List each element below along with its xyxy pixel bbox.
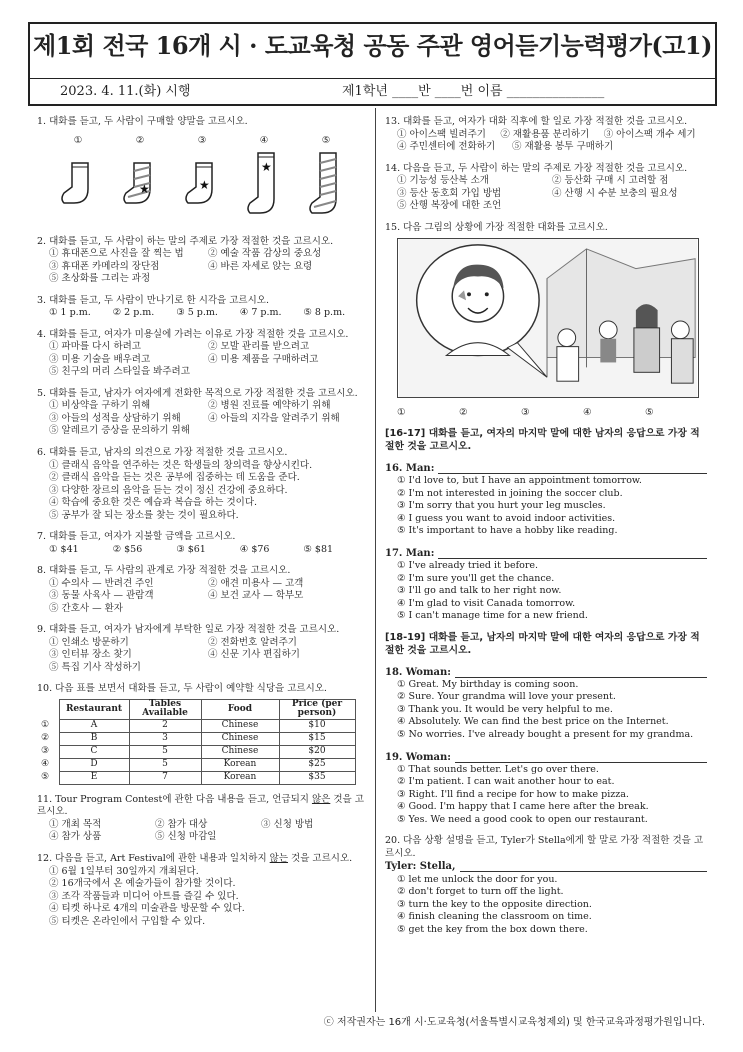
answer-option[interactable]: ③ 조각 작품들과 미디어 아트를 즐길 수 있다.	[49, 890, 239, 902]
question-5	[37, 388, 367, 438]
cell: Chinese	[201, 719, 279, 732]
answer-option[interactable]: ① Great. My birthday is coming soon.	[397, 678, 579, 690]
cell: $35	[279, 771, 355, 784]
sock-label: ③	[197, 134, 207, 146]
answer-option[interactable]: ② 클래식 음악을 듣는 것은 공부에 집중하는 데 도움을 준다.	[49, 472, 300, 484]
answer-option[interactable]: ② don't forget to turn off the light.	[397, 886, 564, 898]
q3-stem: 3. 대화를 듣고, 두 사람이 만나기로 한 시각을 고르시오.	[37, 294, 269, 306]
question-11	[37, 794, 367, 844]
question-19	[385, 751, 707, 827]
answer-option[interactable]: ⑤ 알레르기 증상을 문의하기 위해	[49, 425, 190, 437]
row-mark: ①	[41, 719, 50, 730]
answer-option[interactable]: ③ 아이스팩 개수 세기	[603, 128, 696, 140]
exam-title: 제1회 전국 16개 시 · 도교육청 공동 주관 영어듣기능력평가(고1)	[33, 31, 712, 60]
answer-option[interactable]: ② 예술 작품 감상의 중요성	[208, 248, 322, 260]
answer-option[interactable]: ③	[521, 406, 530, 418]
answer-option[interactable]: ① $41	[49, 543, 79, 555]
question-4	[37, 329, 367, 379]
answer-option[interactable]: ⑤ 산행 복장에 대한 조언	[397, 200, 502, 212]
answer-option[interactable]: ③ 휴대폰 카메라의 장단점	[49, 260, 160, 272]
answer-option[interactable]: ⑤ 신청 마감일	[155, 831, 217, 843]
answer-option[interactable]: ③ 5 p.m.	[176, 307, 218, 319]
answer-option[interactable]: ① 휴대폰으로 사진을 잘 찍는 법	[49, 248, 184, 260]
long-striped-sock-icon	[306, 149, 346, 219]
student-info-line: 제1학년 ____반 ____번 이름 _______________	[342, 84, 605, 99]
col-header: Restaurant	[59, 700, 129, 720]
section-instruction-16-17: [16-17] 대화를 듣고, 여자의 마지막 말에 대한 남자의 응답으로 가장 적절한 것을 고르시오.	[385, 428, 700, 453]
answer-option[interactable]: ⑤ It's important to have a hobby like reading.	[397, 525, 618, 537]
stem-part: 12. 다음을 듣고, Art Festival에 관한 내용과 일치하지	[37, 853, 270, 864]
striped-star-sock-icon	[120, 149, 160, 209]
q11-stem	[37, 794, 367, 819]
question-20	[385, 835, 707, 936]
answer-option[interactable]: ④ 티켓 하나로 4개의 미술관을 방문할 수 있다.	[49, 903, 245, 915]
row-mark: ⑤	[41, 771, 50, 782]
sock-option-1[interactable]	[51, 135, 105, 227]
table-row[interactable]	[37, 719, 355, 732]
stem-underline: 않은	[311, 793, 331, 805]
answer-option[interactable]: ④ I'm glad to visit Canada tomorrow.	[397, 597, 576, 609]
cell: $20	[279, 745, 355, 758]
col-header: Price (per person)	[279, 700, 355, 720]
q5-stem: 5. 대화를 듣고, 남자가 여자에게 전화한 목적으로 가장 적절한 것을 고르시오.	[37, 387, 358, 399]
answer-option[interactable]: ② 참가 대상	[155, 818, 208, 830]
answer-option[interactable]: ② Sure. Your grandma will love your present.	[397, 691, 616, 703]
answer-option[interactable]: ③ 미용 기술을 배우려고	[49, 353, 151, 365]
q10-stem: 10. 다음 표를 보면서 대화를 듣고, 두 사람이 예약할 식당을 고르시오.	[37, 683, 327, 695]
question-14	[385, 163, 707, 213]
answer-option[interactable]: ④ Absolutely. We can find the best price on the Internet.	[397, 716, 669, 728]
answer-option[interactable]: ③ $61	[176, 543, 206, 555]
question-9	[37, 624, 367, 674]
col-header: Tables Available	[129, 700, 201, 720]
q19-label: 19. Woman:	[385, 751, 451, 763]
answer-option[interactable]: ③ I'll go and talk to her right now.	[397, 585, 562, 597]
answer-option[interactable]: ⑤ 재활용 봉투 구매하기	[512, 141, 614, 153]
answer-option[interactable]: ① 인쇄소 방문하기	[49, 636, 129, 648]
answer-option[interactable]: ① 파마를 다시 하려고	[49, 341, 141, 353]
row-mark: ②	[41, 732, 50, 743]
question-7	[37, 531, 367, 556]
answer-option[interactable]: ② 재활용품 분리하기	[500, 128, 590, 140]
sock-option-5[interactable]	[299, 135, 353, 227]
col-header: Food	[201, 700, 279, 720]
answer-option[interactable]: ⑤ 친구의 머리 스타일을 봐주려고	[49, 366, 190, 378]
cell: 5	[129, 745, 201, 758]
answer-option[interactable]: ② $56	[112, 543, 143, 555]
cell: 3	[129, 732, 201, 745]
answer-option[interactable]: ① I'd love to, but I have an appointment tomorrow.	[397, 475, 642, 487]
answer-option[interactable]: ③ 등산 동호회 가입 방법	[397, 187, 502, 199]
answer-option[interactable]: ④ 학습에 중요한 것은 예습과 복습을 하는 것이다.	[49, 497, 258, 509]
question-8	[37, 565, 367, 615]
question-13	[385, 116, 707, 154]
answer-option[interactable]: ③ turn the key to the opposite direction.	[397, 898, 592, 910]
answer-blank	[455, 751, 707, 763]
answer-option[interactable]: ① 비상약을 구하기 위해	[49, 400, 151, 412]
answer-blank	[438, 547, 707, 559]
answer-option[interactable]: ④ 산행 시 수분 보충의 필요성	[552, 187, 678, 199]
answer-option[interactable]: ④ 보건 교사 — 학부모	[208, 590, 304, 602]
cell: E	[59, 771, 129, 784]
question-16	[385, 462, 707, 538]
svg-text:★: ★	[261, 159, 272, 174]
table-row[interactable]	[37, 771, 355, 784]
answer-option[interactable]: ② I'm not interested in joining the soccer club.	[397, 487, 623, 499]
answer-option[interactable]: ② 병원 진료를 예약하기 위해	[208, 400, 331, 412]
answer-option[interactable]: ② 등산화 구매 시 고려할 점	[552, 175, 669, 187]
question-1	[37, 116, 367, 227]
question-2	[37, 236, 367, 286]
answer-option[interactable]: ④ finish cleaning the classroom on time.	[397, 911, 592, 923]
question-12	[37, 853, 367, 928]
header-info-bar	[30, 78, 715, 106]
answer-option[interactable]: ② I'm sure you'll get the chance.	[397, 572, 555, 584]
answer-option[interactable]: ① let me unlock the door for you.	[397, 873, 558, 885]
answer-option[interactable]: ③ 인터뷰 장소 찾기	[49, 649, 132, 661]
q2-stem: 2. 대화를 듣고, 두 사람이 하는 말의 주제로 가장 적절한 것을 고르시오.	[37, 235, 334, 247]
cell: Chinese	[201, 732, 279, 745]
answer-option[interactable]: ① I've already tried it before.	[397, 560, 539, 572]
cell: C	[59, 745, 129, 758]
stem-part: 것을 고르시오.	[288, 853, 353, 864]
cell: $15	[279, 732, 355, 745]
answer-option[interactable]: ① 1 p.m.	[49, 307, 91, 319]
sock-label: ②	[135, 134, 145, 146]
answer-option[interactable]: ③ I'm sorry that you hurt your leg muscles.	[397, 500, 606, 512]
q20-stem: 20. 다음 상황 설명을 듣고, Tyler가 Stella에게 할 말로 가장 적절한 것을 고르시오.	[385, 835, 704, 859]
answer-option[interactable]: ② 모발 관리를 받으려고	[208, 341, 310, 353]
cell: Korean	[201, 771, 279, 784]
q6-stem: 6. 대화를 듣고, 남자의 의견으로 가장 적절한 것을 고르시오.	[37, 446, 288, 458]
table-row[interactable]	[37, 745, 355, 758]
answer-option[interactable]: ④ Good. I'm happy that I came here after the break.	[397, 801, 649, 813]
answer-option[interactable]: ⑤ No worries. I've already bought a present for my grandma.	[397, 729, 694, 740]
answer-blank	[455, 666, 707, 678]
cell: A	[59, 719, 129, 732]
q12-stem	[37, 853, 367, 866]
copyright-footer: ⓒ 저작권자는 16개 시·도교육청(서울특별시교육청제외) 및 한국교육과정평가원입니다.	[323, 1017, 705, 1028]
answer-option[interactable]: ⑤ 공부가 잘 되는 장소를 찾는 것이 필요하다.	[49, 509, 239, 521]
svg-text:★: ★	[199, 177, 210, 192]
left-column	[37, 116, 367, 937]
sock-option-4[interactable]	[237, 135, 291, 227]
question-6	[37, 447, 367, 522]
answer-option[interactable]: ① 클래식 음악을 연주하는 것은 학생들의 창의력을 향상시킨다.	[49, 459, 313, 471]
answer-option[interactable]: ② 전화번호 알려주기	[208, 636, 297, 648]
cell: 2	[129, 719, 201, 732]
q16-label: 16. Man:	[385, 463, 435, 475]
answer-option[interactable]: ⑤ 8 p.m.	[303, 307, 346, 319]
answer-option[interactable]: ④ 7 p.m.	[239, 307, 282, 319]
answer-option[interactable]: ③ 신청 방법	[261, 818, 314, 830]
answer-option[interactable]: ② I'm patient. I can wait another hour to eat.	[397, 776, 615, 788]
question-10	[37, 683, 367, 784]
exam-date: 2023. 4. 11.(화) 시행	[60, 84, 191, 99]
answer-option[interactable]: ② 2 p.m.	[112, 307, 155, 319]
answer-option[interactable]: ① 6월 1일부터 30일까지 개최된다.	[49, 865, 199, 877]
answer-option[interactable]: ④ 신문 기사 편집하기	[208, 649, 300, 661]
question-15	[385, 222, 707, 420]
stem-part: 11. Tour Program Contest에 관한 다음 내용을 듣고, 언급되지	[37, 793, 312, 805]
answer-option[interactable]: ④ 바른 자세로 앉는 요령	[208, 260, 313, 272]
answer-option[interactable]: ④ $76	[239, 543, 270, 555]
answer-option[interactable]: ③ 다양한 장르의 음악을 듣는 것이 정신 건강에 중요하다.	[49, 484, 288, 496]
answer-option[interactable]: ③ Right. I'll find a recipe for how to make pizza.	[397, 788, 629, 800]
q7-stem: 7. 대화를 듣고, 여자가 지불할 금액을 고르시오.	[37, 531, 236, 543]
sock-label: ①	[73, 134, 83, 146]
sock-label: ④	[259, 134, 269, 146]
answer-option[interactable]: ③ 동물 사육사 — 관람객	[49, 590, 154, 602]
answer-option[interactable]: ④ I guess you want to avoid indoor activities.	[397, 512, 616, 524]
answer-option[interactable]: ④	[583, 406, 592, 418]
question-3	[37, 295, 367, 320]
answer-blank	[460, 860, 707, 872]
answer-option[interactable]: ⑤	[645, 406, 654, 418]
cell: $25	[279, 758, 355, 771]
answer-option[interactable]: ②	[459, 406, 468, 418]
cell: Korean	[201, 758, 279, 771]
svg-text:★: ★	[139, 181, 150, 196]
answer-option[interactable]: ⑤ $81	[303, 543, 334, 555]
sock-options	[37, 135, 367, 227]
answer-option[interactable]: ② 애견 미용사 — 고객	[208, 577, 304, 589]
cell: Chinese	[201, 745, 279, 758]
answer-option[interactable]: ① 아이스팩 빌려주기	[397, 128, 486, 140]
answer-option[interactable]: ④ 아들의 지각을 알려주기 위해	[208, 412, 340, 424]
star-sock-icon	[182, 149, 222, 209]
answer-option[interactable]: ① 개최 목적	[49, 818, 102, 830]
sock-option-3[interactable]	[175, 135, 229, 227]
answer-option[interactable]: ③ 아들의 성적을 상담하기 위해	[49, 412, 181, 424]
plain-sock-icon	[58, 149, 98, 209]
answer-option[interactable]: ④ 미용 제품을 구매하려고	[208, 353, 319, 365]
table-row[interactable]	[37, 758, 355, 771]
answer-option[interactable]: ② 16개국에서 온 예술가들이 참가할 것이다.	[49, 878, 236, 890]
column-divider	[375, 108, 376, 1012]
q20-label: Tyler: Stella,	[385, 861, 456, 873]
q13-stem: 13. 대화를 듣고, 여자가 대화 직후에 할 일로 가장 적절한 것을 고르시오.	[385, 116, 688, 127]
cell: D	[59, 758, 129, 771]
q14-stem: 14. 다음을 듣고, 두 사람이 하는 말의 주제로 가장 적절한 것을 고르시오.	[385, 162, 688, 174]
right-column	[385, 116, 707, 945]
q15-stem: 15. 다음 그림의 상황에 가장 적절한 대화를 고르시오.	[385, 221, 608, 233]
row-mark: ④	[41, 758, 50, 769]
answer-option[interactable]: ⑤ get the key from the box down there.	[397, 923, 588, 935]
answer-option[interactable]: ① 기능성 등산복 소개	[397, 175, 489, 187]
answer-blank	[438, 462, 707, 474]
stem-part: 것을 고르시오.	[37, 793, 364, 818]
long-star-sock-icon	[244, 149, 284, 219]
sock-option-2[interactable]	[113, 135, 167, 227]
answer-option[interactable]: ⑤ 티켓은 온라인에서 구입할 수 있다.	[49, 915, 206, 927]
question-18	[385, 666, 707, 742]
q1-stem: 1. 대화를 듣고, 두 사람이 구매할 양말을 고르시오.	[37, 116, 248, 127]
answer-option[interactable]: ④ 참가 상품	[49, 831, 102, 843]
q17-label: 17. Man:	[385, 548, 435, 559]
answer-option[interactable]: ③ Thank you. It would be very helpful to me.	[397, 703, 613, 715]
cell: 7	[129, 771, 201, 784]
question-17	[385, 547, 707, 623]
q8-stem: 8. 대화를 듣고, 두 사람의 관계로 가장 적절한 것을 고르시오.	[37, 565, 291, 577]
stem-underline: 않는	[269, 853, 289, 864]
restaurant-table	[37, 699, 356, 785]
q9-stem: 9. 대화를 듣고, 여자가 남자에게 부탁한 일로 가장 적절한 것을 고르시오.	[37, 624, 340, 636]
cell: B	[59, 732, 129, 745]
cell: $10	[279, 719, 355, 732]
sock-label: ⑤	[321, 134, 331, 146]
answer-option[interactable]: ⑤ Yes. We need a good cook to open our restaurant.	[397, 813, 648, 825]
answer-option[interactable]: ① 수의사 — 반려견 주인	[49, 577, 154, 589]
q4-stem: 4. 대화를 듣고, 여자가 미용실에 가려는 이유로 가장 적절한 것을 고르시오.	[37, 328, 349, 340]
face-painting-illustration	[397, 238, 699, 398]
answer-option[interactable]: ① That sounds better. Let's go over there.	[397, 763, 599, 775]
answer-option[interactable]: ⑤ 특집 기사 작성하기	[49, 661, 141, 673]
table-row[interactable]	[37, 732, 355, 745]
answer-option[interactable]: ⑤ 초상화를 그리는 과정	[49, 273, 151, 285]
cell: 5	[129, 758, 201, 771]
answer-option[interactable]: ④ 주민센터에 전화하기	[397, 141, 496, 153]
section-instruction-18-19: [18-19] 대화를 듣고, 남자의 마지막 말에 대한 여자의 응답으로 가장 적절한 것을 고르시오.	[385, 631, 700, 656]
answer-option[interactable]: ①	[397, 406, 406, 418]
row-mark: ③	[41, 745, 50, 756]
q18-label: 18. Woman:	[385, 666, 451, 678]
answer-option[interactable]: ⑤ I can't manage time for a new friend.	[397, 610, 588, 622]
exam-header	[28, 22, 717, 106]
answer-option[interactable]: ⑤ 간호사 — 환자	[49, 602, 123, 614]
